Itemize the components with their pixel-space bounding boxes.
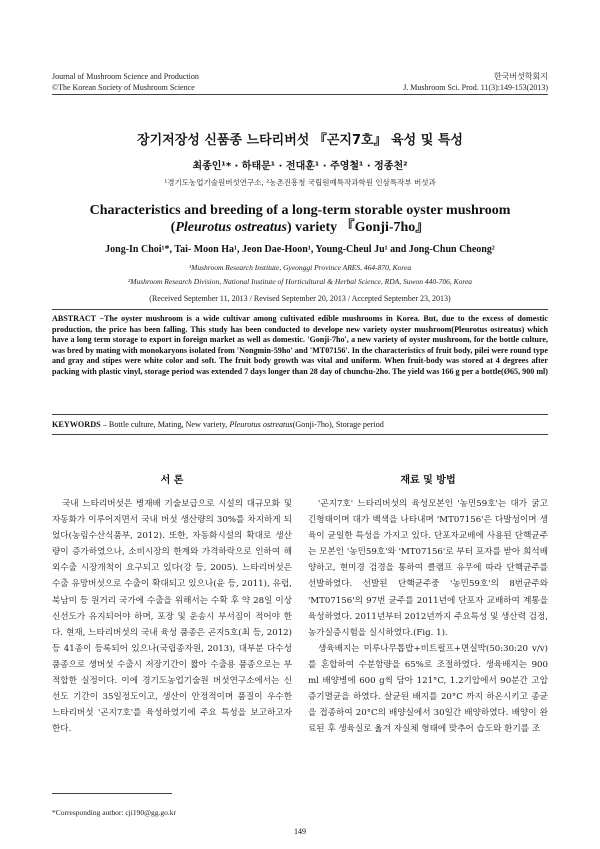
corresponding-author-footnote: *Corresponding author: cji190@gg.go.kr [52,808,176,817]
society-name-korean: 한국버섯학회지 [493,72,548,81]
keywords-rule [52,434,548,435]
affiliation-english-2: ²Mushroom Research Division, National Institute of Horticultural & Herbal Science, RDA, Suwon 440-706, Korea [127,277,473,286]
society-name: ©The Korean Society of Mushroom Science [52,83,195,92]
abstract-top-rule [52,309,548,310]
title-english [40,202,560,236]
authors-korean: 최종인¹* · 하태문¹ · 전대훈¹ · 주영철¹ · 정종천² [192,161,408,172]
abstract-bottom-rule [52,414,548,415]
methods-paragraph-2: 생육배지는 미루나무톱밥+비트펄프+면실박(50:30:20 v/v)를 혼합하여 수분함량을 65%로 조절하였다. 생육배지는 900 ml 배양병에 600 g씩 담아 121°C, 1.2기압에서 90분간 고압증기멸균을 하였다. 살균된 배지를 20°C 까지 하온시키고 종균을 접종하여 20°C의 배양실에서 30일간 배양하였다. 배양이 완료된 후 생육실로 옮겨 자실체 형태에 맞추어 습도와 환기를 조 [308,643,548,735]
introduction-paragraph: 국내 느타리버섯은 병재배 기술보급으로 시설의 대규모화 및 자동화가 이루어지면서 국내 버섯 생산량의 30%를 차지하게 되었다(농림수산식품부, 2012). 또한, 자동화시설의 확대로 생산량이 증가하였으나, 소비시장의 한계와 가격하락으로 인하여 해외수출 시장개척이 요구되고 있다(강 등, 2005). 느타리버섯은 수출 유망버섯으로 수출이 확대되고 있으나(윤 등, 2011), 유럽, 북남미 등 원거리 국가에 수출을 위해서는 수확 후 약 28일 이상 신선도가 유지되어야 하며, 포장 및 운송시 부서짐이 적어야 한다. 현재, 느타리버섯의 국내 육성 품종은 곤지5호(최 등, 2012) 등 41종이 등록되어 있으나(국립종자원, 2013), 대부분 다수성 품종으로 생버섯 수출시 저장기간이 짧아 수출용 품종으로는 부적합한 실정이다. 이에 경기도농업기술원 버섯연구소에서는 신선도 기간이 35일정도이고, 생산이 안정적이며 품질이 우수한 느타리버섯 '곤지7호'를 육성하였기에 주요 특성을 보고하고자 한다. [52,499,292,735]
methods-body [308,496,548,737]
keywords: KEYWORDS – Bottle culture, Mating, New variety, Pleurotus ostreatus(Gonji-7ho), Storage period [52,420,384,429]
species-name: Pleurotus ostreatus [175,220,287,235]
authors-english: Jong-In Choi¹*, Tai- Moon Ha¹, Jeon Dae-Hoon¹, Young-Cheul Ju¹ and Jong-Chun Cheong² [105,244,495,255]
title-english-line1: Characteristics and breeding of a long-term storable oyster mushroom [89,203,511,218]
title-korean: 장기저장성 신품종 느타리버섯 『곤지7호』 육성 및 특성 [137,133,463,148]
section-title-methods: 재료 및 방법 [400,475,456,486]
journal-name: Journal of Mushroom Science and Production [52,72,199,81]
footnote-rule [52,793,172,794]
keywords-label: KEYWORDS [52,420,101,429]
abstract: ABSTRACT −The oyster mushroom is a wide cultivar among cultivated edible mushrooms in Korea. But, due to the excess of domestic production, the price has been falling. This study has been conducted to develope new variety oyster mushroom(Pleurotus ostreatus) which have a long term storage to export in foreign market as well as domestic. 'Gonji-7ho', a new variety of oyster mushroom, for the bottle culture, was bred by mating with monokaryons isolated from 'Nongmin-59ho' and 'MT07156'. In the characteristics of fruit body, pilei were round type and gray and stipes were white color and soft. The fruit body growth was vital and uniform. When fruit-body was stored at 4 degrees after packing with plastic vinyl, storage period was extended 7 days longer than 28 day of chunchu-2ho. The yield was 166 g per a bottle(Ø65, 900 ml) [52,314,549,376]
citation: J. Mushroom Sci. Prod. 11(3):149-153(2013) [403,83,548,92]
section-title-introduction: 서 론 [160,475,184,486]
header-rule [52,94,548,95]
affiliation-korean: ¹경기도농업기술원버섯연구소, ²농촌진흥청 국립원예특작과학원 인삼특작부 버섯과 [164,178,436,187]
title-english-line2: (Pleurotus ostreatus) variety 『Gonji-7ho』 [170,220,430,235]
affiliation-english-1: ¹Mushroom Research Institute, Gyeonggi Province ARES, 464-870, Korea [188,263,412,272]
page-number: 149 [294,827,306,836]
received-dates: (Received September 11, 2013 / Revised September 20, 2013 / Accepted September 23, 2013) [149,294,451,303]
introduction-body [52,496,292,737]
methods-paragraph-1: '곤지7호' 느타리버섯의 육성모본인 '농민59호'는 대가 굵고 긴형태이며 대가 백색을 나타내며 'MT07156'은 다발성이며 생육이 균일한 특성을 가지고 있다. 단포자교배에 사용된 단핵균주는 모본인 '농민59호'와 'MT07156'로 부터 포자를 받아 희석배양하고, 현미경 검경을 통하여 클램프 유무에 따라 단핵균주를 선발하였다. 선발된 단핵균주중 '농민59호'의 8번균주와 'MT07156'의 97번 균주를 2011년에 단포자 교배하여 계통을 육성하였다. 2011년부터 2012년까지 주요특성 및 생산력 검정, 농가실증시험을 실시하였다.(Fig. 1). [308,499,548,638]
